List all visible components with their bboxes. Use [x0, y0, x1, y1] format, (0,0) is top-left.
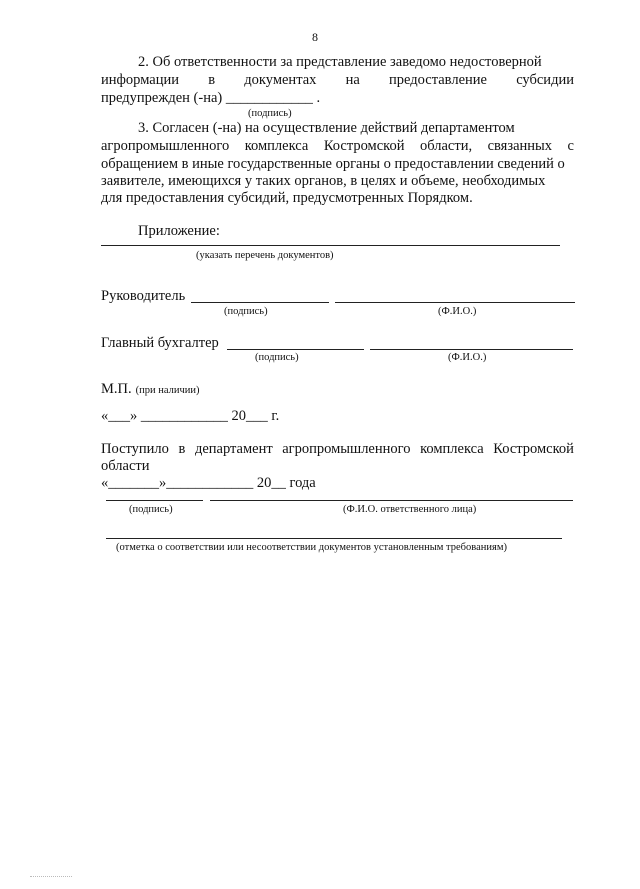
signature-caption: (подпись): [248, 108, 292, 119]
word: Костромской: [493, 441, 574, 457]
para2-line1: 2. Об ответственности за представление заведомо недостоверной: [138, 54, 542, 70]
word: в: [178, 441, 186, 457]
para3-line2: [101, 138, 574, 155]
received-line1: [101, 441, 574, 458]
head-sign-caption: (подпись): [224, 306, 268, 317]
word: с: [567, 138, 574, 154]
word: на: [345, 72, 360, 88]
appendix-label: Приложение:: [138, 223, 220, 239]
word: субсидии: [516, 72, 574, 88]
word: предоставление: [389, 72, 487, 88]
para2-line3: предупрежден (-на) ____________ .: [101, 90, 321, 106]
scan-artifact: [30, 876, 72, 877]
para3-line5: для предоставления субсидий, предусмотренных Порядком.: [101, 190, 473, 206]
accountant-name-caption: (Ф.И.О.): [448, 352, 487, 363]
received-name-caption: (Ф.И.О. ответственного лица): [343, 504, 477, 515]
accountant-signature-line: [227, 349, 364, 350]
word: агропромышленного: [282, 441, 411, 457]
para3-line3: обращением в иные государственные органы о предоставлении сведений о: [101, 156, 565, 172]
received-sign-caption: (подпись): [129, 504, 173, 515]
page-number: 8: [312, 30, 318, 44]
appendix-caption: (указать перечень документов): [196, 250, 334, 261]
accountant-label: Главный бухгалтер: [101, 335, 219, 351]
head-label: Руководитель: [101, 288, 186, 304]
received-name-line: [210, 500, 573, 501]
para2-line2: [101, 72, 574, 89]
date-line: «___» ____________ 20___ г.: [101, 408, 280, 424]
accountant-sign-caption: (подпись): [255, 352, 299, 363]
accountant-name-line: [370, 349, 573, 350]
word: документах: [244, 72, 317, 88]
stamp-note: (при наличии): [135, 385, 200, 396]
stamp-row: [101, 380, 199, 398]
word: комплекса: [420, 441, 484, 457]
para3-line4: заявителе, имеющихся у таких органов, в целях и объеме, необходимых: [101, 173, 546, 189]
appendix-line: [101, 245, 560, 246]
word: связанных: [487, 138, 553, 154]
word: Поступило: [101, 441, 169, 457]
word: агропромышленного: [101, 138, 230, 154]
received-line2: области: [101, 458, 150, 474]
para3-line1: 3. Согласен (-на) на осуществление действий департаментом: [138, 120, 515, 136]
head-name-caption: (Ф.И.О.): [438, 306, 477, 317]
word: в: [208, 72, 216, 88]
word: области,: [419, 138, 473, 154]
received-signature-line: [106, 500, 203, 501]
word: департамент: [194, 441, 273, 457]
head-signature-line: [191, 302, 329, 303]
head-name-line: [335, 302, 575, 303]
word: Костромской: [323, 138, 405, 154]
word: информации: [101, 72, 179, 88]
mark-caption: (отметка о соответствии или несоответствии документов установленным требованиям): [116, 542, 507, 553]
stamp-label: М.П.: [101, 381, 132, 397]
mark-line: [106, 538, 562, 539]
word: комплекса: [244, 138, 309, 154]
received-date: «_______»____________ 20__ года: [101, 475, 316, 491]
